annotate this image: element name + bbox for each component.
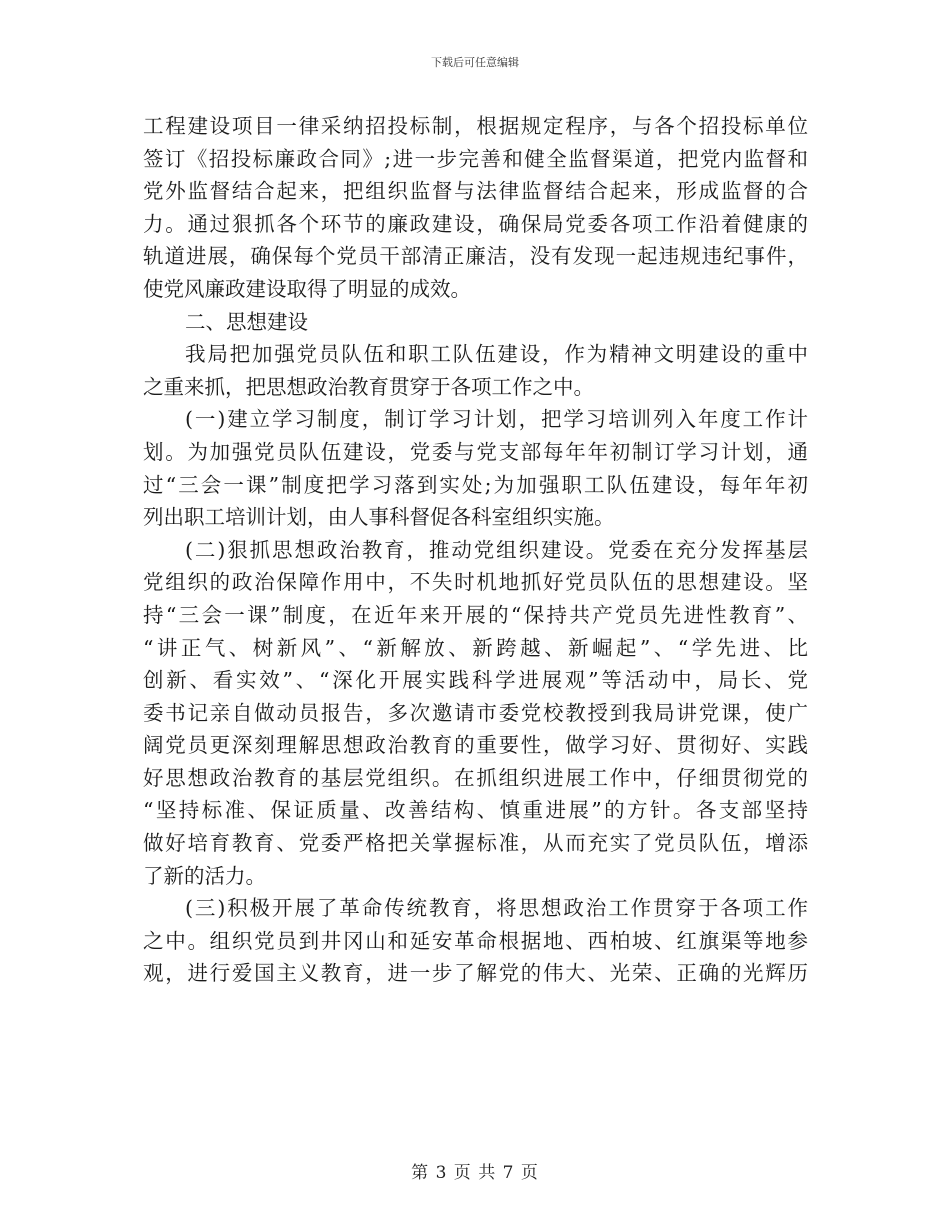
- text-line: “坚持标准、保证质量、改善结构、慎重进展”的方针。各支部坚持: [143, 798, 808, 823]
- text-line: 做好培育教育、党委严格把关掌握标准，从而充实了党员队伍，增添: [143, 831, 808, 856]
- text-line: 我局把加强党员队伍和职工队伍建设，作为精神文明建设的重中: [185, 342, 808, 367]
- text-line: 党外监督结合起来，把组织监督与法律监督结合起来，形成监督的合: [143, 179, 808, 204]
- text-line: 之中。组织党员到井冈山和延安革命根据地、西柏坡、红旗渠等地参: [143, 928, 808, 953]
- text-line: 使党风廉政建设取得了明显的成效。: [143, 276, 471, 301]
- page-header-note: 下载后可任意编辑: [431, 56, 519, 69]
- text-line: 了新的活力。: [143, 863, 266, 888]
- text-line: (二)狠抓思想政治教育，推动党组织建设。党委在充分发挥基层: [185, 537, 808, 562]
- text-line: 观，进行爱国主义教育，进一步了解党的伟大、光荣、正确的光辉历: [143, 961, 808, 986]
- text-line: 列出职工培训计划，由人事科督促各科室组织实施。: [143, 505, 615, 530]
- text-line: (一)建立学习制度，制订学习计划，把学习培训列入年度工作计: [185, 407, 808, 432]
- text-line: 二、思想建设: [185, 309, 308, 334]
- text-line: 持“三会一课”制度，在近年来开展的“保持共产党员先进性教育”、: [143, 602, 808, 627]
- body-text: [143, 110, 808, 990]
- text-line: “讲正气、树新风”、“新解放、新跨越、新崛起”、“学先进、比: [143, 635, 808, 660]
- text-line: 工程建设项目一律采纳招投标制，根据规定程序，与各个招投标单位: [143, 114, 808, 138]
- text-line: 委书记亲自做动员报告，多次邀请市委党校教授到我局讲党课，使广: [143, 700, 808, 725]
- text-line: 创新、看实效”、“深化开展实践科学进展观”等活动中，局长、党: [143, 668, 808, 693]
- text-line: 阔党员更深刻理解思想政治教育的重要性，做学习好、贯彻好、实践: [143, 733, 808, 758]
- text-line: 轨道进展，确保每个党员干部清正廉洁，没有发现一起违规违纪事件，: [143, 244, 808, 269]
- text-line: 划。为加强党员队伍建设，党委与党支部每年年初制订学习计划，通: [143, 439, 808, 464]
- text-line: 签订《招投标廉政合同》;进一步完善和健全监督渠道，把党内监督和: [143, 146, 808, 171]
- page-number-footer: 第 3 页 共 7 页: [411, 1163, 539, 1183]
- text-line: 过“三会一课”制度把学习落到实处;为加强职工队伍建设，每年年初: [143, 472, 808, 497]
- text-line: (三)积极开展了革命传统教育，将思想政治工作贯穿于各项工作: [185, 896, 808, 921]
- text-line: 好思想政治教育的基层党组织。在抓组织进展工作中，仔细贯彻党的: [143, 765, 808, 790]
- text-line: 之重来抓，把思想政治教育贯穿于各项工作之中。: [143, 374, 594, 399]
- text-line: 党组织的政治保障作用中，不失时机地抓好党员队伍的思想建设。坚: [143, 570, 808, 595]
- text-line: 力。通过狠抓各个环节的廉政建设，确保局党委各项工作沿着健康的: [143, 211, 808, 236]
